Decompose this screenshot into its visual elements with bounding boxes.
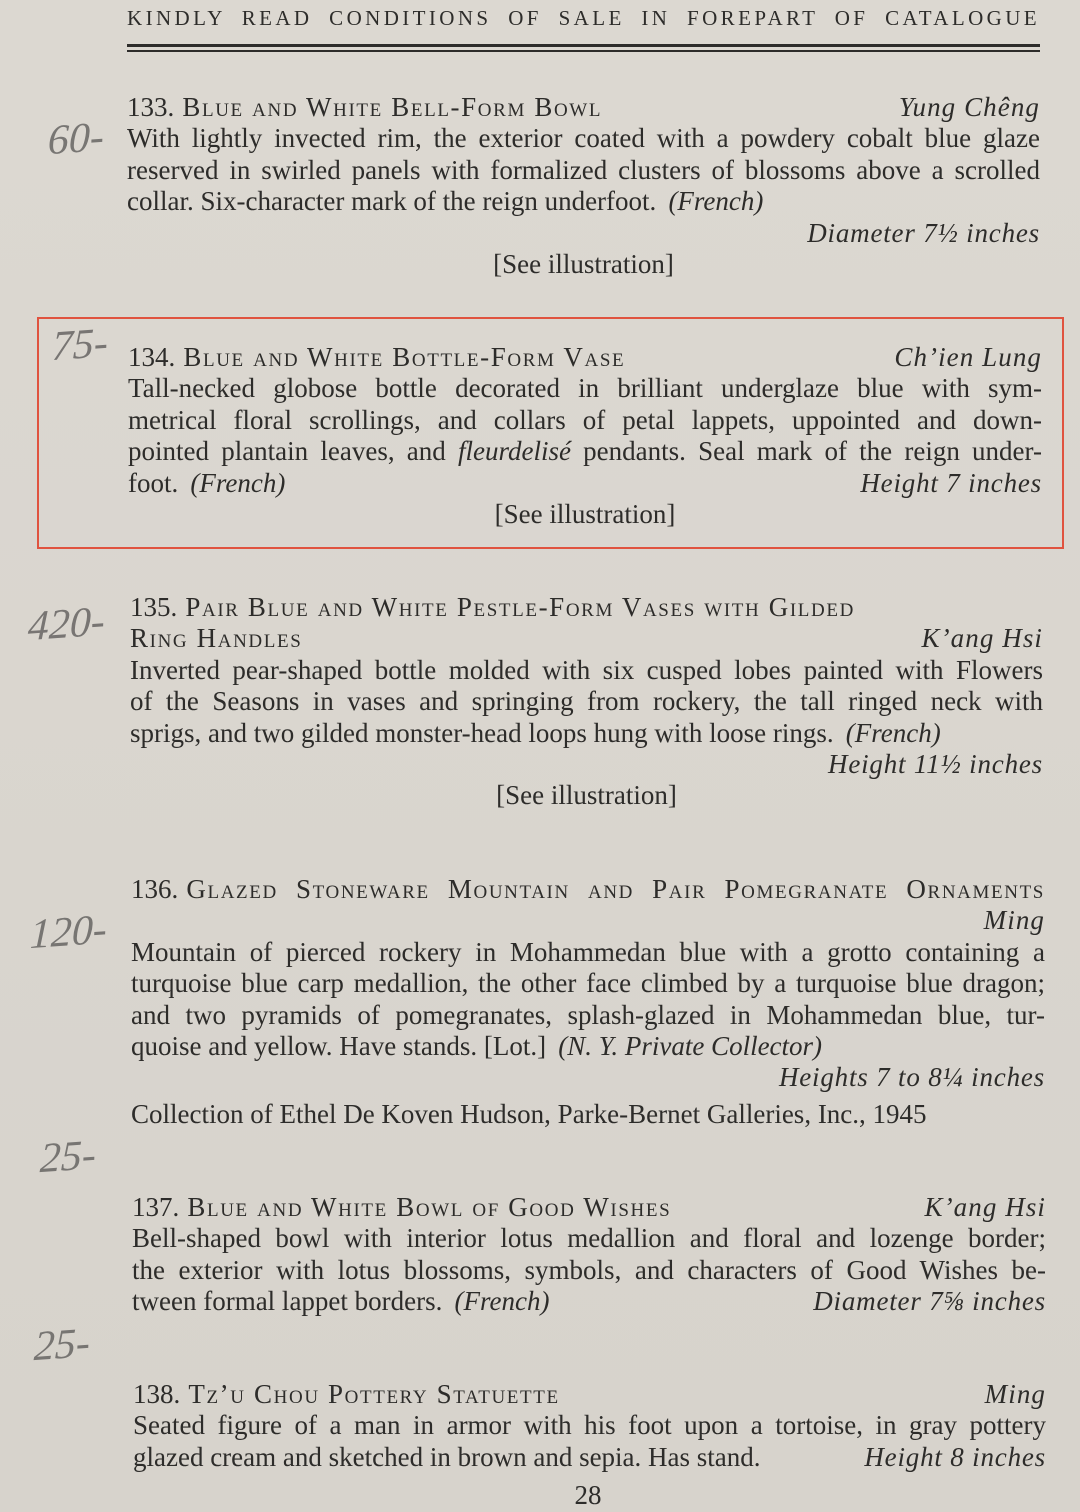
description-line: turquoise blue carp medallion, the other face climbed by a turquoise blue dragon; <box>131 968 1045 999</box>
page-number: 28 <box>574 1480 602 1510</box>
description-line <box>132 1286 1046 1317</box>
description-text: pendants. Seal mark of the reign under- <box>570 436 1042 467</box>
description-line: reserved in swirled panels with formalized clusters of blossoms above a scrolled <box>127 154 1040 185</box>
description-line <box>128 436 1042 467</box>
lot-number: 138. <box>133 1379 181 1409</box>
description-italic-term: fleurdelisé <box>457 436 571 467</box>
description-line: and two pyramids of pomegranates, splash-glazed in Mohammedan blue, tur- <box>131 999 1045 1030</box>
description-text: glazed cream and sketched in brown and sepia. Has stand. <box>133 1441 761 1472</box>
description-line: metrical floral scrollings, and collars of petal lappets, uppointed and down- <box>128 404 1042 435</box>
description-line <box>130 718 1043 749</box>
lot-period: K’ang Hsi <box>924 1192 1046 1222</box>
lot-dimension: Diameter 7½ inches <box>807 217 1040 248</box>
conditions-notice: KINDLY READ CONDITIONS OF SALE IN FOREPART OF CATALOGUE <box>127 6 1040 30</box>
lot-heading <box>130 592 1043 623</box>
lot-138 <box>133 1379 1046 1473</box>
lot-number: 135. <box>130 592 178 622</box>
description-last-line <box>128 468 285 499</box>
description-line: the exterior with lotus blossoms, symbols, and characters of Good Wishes be- <box>132 1254 1046 1285</box>
lot-136 <box>131 874 1045 1094</box>
description-line: Inverted pear-shaped bottle molded with six cusped lobes painted with Flowers <box>130 654 1043 685</box>
margin-note-price: 25- <box>39 1131 97 1183</box>
header-rule-top <box>127 44 1040 47</box>
margin-note-price: 25- <box>33 1319 91 1371</box>
lot-heading-title <box>127 92 602 123</box>
description-line <box>127 186 1040 217</box>
lot-title: Blue and White Bottle-Form Vase <box>183 342 626 372</box>
lot-heading-title <box>133 1379 560 1410</box>
lot-dimension: Diameter 7⅝ inches <box>813 1286 1046 1317</box>
description-line: of the Seasons in vases and springing from rockery, the tall ringed neck with <box>130 686 1043 717</box>
lot-dimension: Height 11½ inches <box>828 748 1043 779</box>
description-line: Seated figure of a man in armor with his foot upon a tortoise, in gray pottery <box>133 1410 1046 1441</box>
lot-heading <box>131 874 1045 905</box>
lot-provenance: Collection of Ethel De Koven Hudson, Parke-Bernet Galleries, Inc., 1945 <box>131 1099 927 1129</box>
lot-title-continued: Ring Handles <box>130 623 303 654</box>
lot-period: Ming <box>984 1379 1046 1409</box>
description-text: sprigs, and two gilded monster-head loops hung with loose rings. <box>130 717 834 748</box>
margin-note-price: 60- <box>47 113 105 165</box>
lot-dimension: Height 8 inches <box>864 1441 1046 1472</box>
lot-period: Ch’ien Lung <box>894 342 1042 372</box>
margin-note-price: 75- <box>51 319 109 371</box>
lot-title: Blue and White Bell-Form Bowl <box>182 92 603 122</box>
header-rule-bottom <box>127 50 1040 52</box>
lot-heading <box>132 1192 1046 1223</box>
lot-period: K’ang Hsi <box>921 623 1043 654</box>
lot-number: 133. <box>127 92 175 122</box>
lot-heading <box>128 342 1042 373</box>
lot-heading <box>127 92 1040 123</box>
lot-heading <box>133 1379 1046 1410</box>
description-line <box>133 1442 1046 1473</box>
lot-origin: (N. Y. Private Collector) <box>558 1030 823 1061</box>
margin-note-price: 120- <box>29 906 108 959</box>
description-line: Tall-necked globose bottle decorated in brilliant underglaze blue with sym- <box>128 373 1042 404</box>
lot-title: Pair Blue and White Pestle-Form Vases with Gilded <box>185 592 855 622</box>
description-text: pointed plantain leaves, and <box>128 436 458 467</box>
lot-period: Yung Chêng <box>898 92 1040 122</box>
lot-origin: (French) <box>454 1286 550 1317</box>
lot-period: Ming <box>983 905 1045 936</box>
illustration-reference: [See illustration] <box>494 498 676 529</box>
description-line: Bell-shaped bowl with interior lotus medallion and floral and lozenge border; <box>132 1223 1046 1254</box>
lot-heading-continued <box>130 623 1043 654</box>
lot-origin: (French) <box>190 467 286 498</box>
description-text: collar. Six-character mark of the reign underfoot. <box>127 186 657 217</box>
lot-title: Tz’u Chou Pottery Statuette <box>188 1379 560 1409</box>
lot-number: 137. <box>132 1192 180 1222</box>
description-line: Mountain of pierced rockery in Mohammedan blue with a grotto containing a <box>131 936 1045 967</box>
lot-137 <box>132 1192 1046 1318</box>
margin-note-price: 420- <box>27 598 106 651</box>
lot-134 <box>128 342 1042 530</box>
description-line <box>131 1031 1045 1062</box>
illustration-reference: [See illustration] <box>493 248 674 279</box>
lot-135 <box>130 592 1043 812</box>
description-line <box>128 468 1042 499</box>
lot-origin: (French) <box>668 186 764 217</box>
description-text: quoise and yellow. Have stands. [Lot.] <box>131 1030 547 1061</box>
lot-dimension: Height 7 inches <box>860 467 1042 498</box>
description-text: tween formal lappet borders. <box>132 1286 443 1317</box>
lot-title: Glazed Stoneware Mountain and Pair Pomegranate Ornaments <box>186 874 1045 904</box>
lot-number: 136. <box>131 874 179 904</box>
lot-title: Blue and White Bowl of Good Wishes <box>187 1192 672 1222</box>
lot-133 <box>127 92 1040 280</box>
lot-heading-title <box>132 1192 671 1223</box>
description-text: foot. <box>128 467 179 498</box>
lot-number: 134. <box>128 342 176 372</box>
illustration-reference: [See illustration] <box>496 780 677 811</box>
lot-origin: (French) <box>845 717 941 748</box>
description-line: With lightly invected rim, the exterior coated with a powdery cobalt blue glaze <box>127 123 1040 154</box>
lot-dimension: Heights 7 to 8¼ inches <box>778 1062 1045 1093</box>
description-last-line <box>132 1286 549 1317</box>
lot-heading-title <box>128 342 625 373</box>
